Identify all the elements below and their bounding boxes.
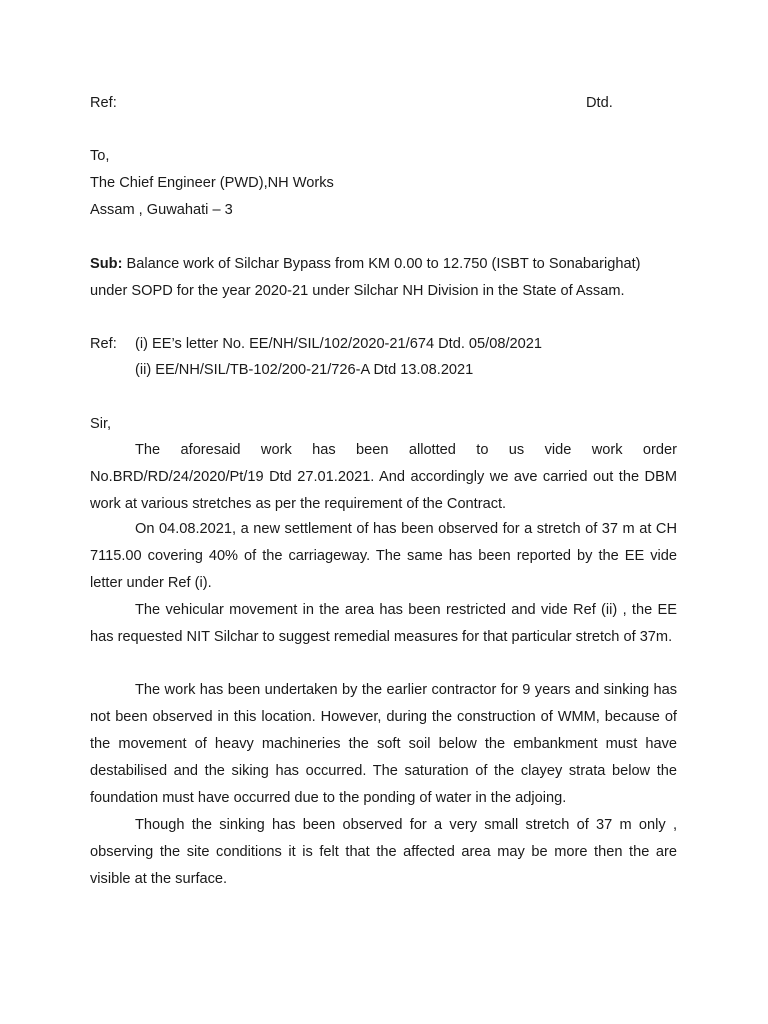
address-to: To, xyxy=(90,148,110,164)
address-line-2: Assam , Guwahati – 3 xyxy=(90,202,233,218)
references-label: Ref: xyxy=(90,336,117,352)
body-paragraph-3: The vehicular movement in the area has been restricted and vide Ref (ii) , the EE has requested NIT Silchar to suggest remedial measures for that particular stretch of 37m. xyxy=(90,602,677,645)
body-paragraph-2: On 04.08.2021, a new settlement of has been observed for a stretch of 37 m at CH 7115.00 covering 40% of the carriageway. The same has been reported by the EE vide letter under Ref (i). xyxy=(90,521,677,591)
body-paragraph-4: The work has been undertaken by the earlier contractor for 9 years and sinking has not been observed in this location. However, during the construction of WMM, because of the movement of heavy machineries the soft soil below the embankment must have destabilised and the siking has occurred. The saturation of the clayey strata below the foundation must have occurred due to the ponding of water in the adjoing. xyxy=(90,682,677,806)
reference-item-1: (i) EE’s letter No. EE/NH/SIL/102/2020-21/674 Dtd. 05/08/2021 xyxy=(135,336,542,352)
reference-item-2: (ii) EE/NH/SIL/TB-102/200-21/726-A Dtd 13.08.2021 xyxy=(135,362,474,378)
salutation: Sir, xyxy=(90,416,112,432)
dtd-label: Dtd. xyxy=(586,95,613,111)
subject-line-2: under SOPD for the year 2020-21 under Silchar NH Division in the State of Assam. xyxy=(90,283,625,299)
body-paragraph-5: Though the sinking has been observed for a very small stretch of 37 m only , observing the site conditions it is felt that the affected area may be more then the are visible at the surface. xyxy=(90,817,677,887)
address-line-1: The Chief Engineer (PWD),NH Works xyxy=(90,175,334,191)
subject-line-1 xyxy=(90,255,641,273)
subject-label: Sub: xyxy=(90,256,123,272)
body-paragraph-1: The aforesaid work has been allotted to us vide work order No.BRD/RD/24/2020/Pt/19 Dtd 27.01.2021. And accordingly we ave carried out the DBM work at various stretches as per the requirement of the Contract. xyxy=(90,442,677,512)
ref-label: Ref: xyxy=(90,95,117,111)
subject-text-1: Balance work of Silchar Bypass from KM 0.00 to 12.750 (ISBT to Sonabarighat) xyxy=(126,256,641,272)
